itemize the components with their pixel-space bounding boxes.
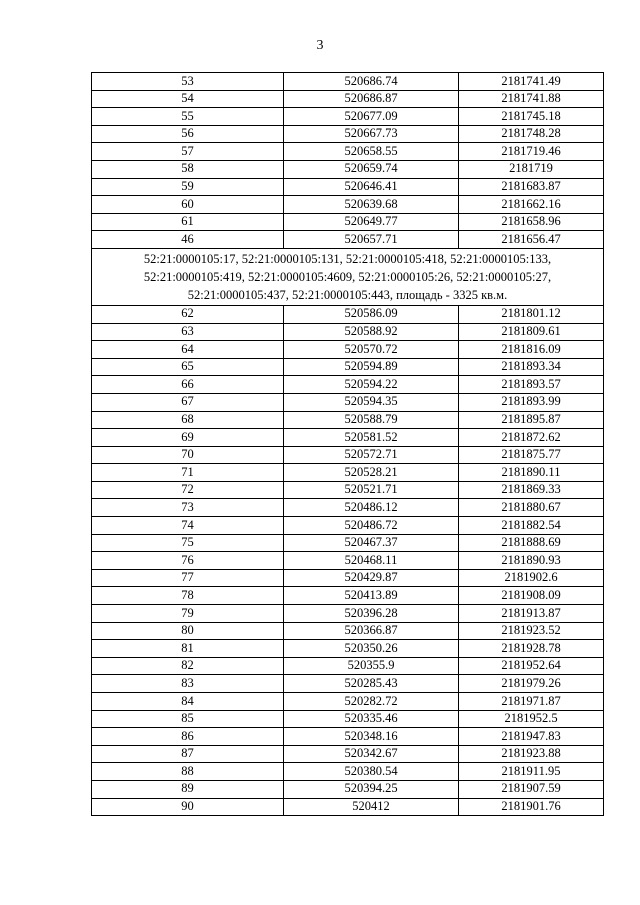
point-number-cell: 69 xyxy=(92,429,284,447)
point-number-cell: 78 xyxy=(92,587,284,605)
x-coordinate-cell: 520658.55 xyxy=(284,143,459,161)
x-coordinate-cell: 520335.46 xyxy=(284,710,459,728)
x-coordinate-cell: 520486.12 xyxy=(284,499,459,517)
table-row xyxy=(92,446,604,464)
table-row xyxy=(92,605,604,623)
point-number-cell: 86 xyxy=(92,728,284,746)
x-coordinate-cell: 520657.71 xyxy=(284,231,459,249)
table-row xyxy=(92,376,604,394)
point-number-cell: 66 xyxy=(92,376,284,394)
y-coordinate-cell: 2181979.26 xyxy=(459,675,604,693)
table-row xyxy=(92,411,604,429)
section-note-group xyxy=(92,248,604,305)
table-row xyxy=(92,160,604,178)
table-row xyxy=(92,323,604,341)
x-coordinate-cell: 520412 xyxy=(284,798,459,816)
x-coordinate-cell: 520342.67 xyxy=(284,745,459,763)
y-coordinate-cell: 2181745.18 xyxy=(459,108,604,126)
table-row xyxy=(92,640,604,658)
x-coordinate-cell: 520649.77 xyxy=(284,213,459,231)
table-row xyxy=(92,178,604,196)
y-coordinate-cell: 2181683.87 xyxy=(459,178,604,196)
y-coordinate-cell: 2181908.09 xyxy=(459,587,604,605)
table-row xyxy=(92,213,604,231)
table-row xyxy=(92,622,604,640)
point-number-cell: 83 xyxy=(92,675,284,693)
table-row xyxy=(92,763,604,781)
point-number-cell: 53 xyxy=(92,73,284,91)
x-coordinate-cell: 520586.09 xyxy=(284,305,459,323)
point-number-cell: 57 xyxy=(92,143,284,161)
x-coordinate-cell: 520380.54 xyxy=(284,763,459,781)
y-coordinate-cell: 2181869.33 xyxy=(459,481,604,499)
y-coordinate-cell: 2181658.96 xyxy=(459,213,604,231)
x-coordinate-cell: 520429.87 xyxy=(284,569,459,587)
cadastral-numbers-note: 52:21:0000105:17, 52:21:0000105:131, 52:21:0000105:418, 52:21:0000105:133, 52:21:0000105:419, 52:21:0000105:4609, 52:21:0000105:26, 52:21:0000105:27, 52:21:0000105:437, 52:21:0000105:443, площадь - 3325 кв.м. xyxy=(92,248,604,305)
y-coordinate-cell: 2181952.5 xyxy=(459,710,604,728)
y-coordinate-cell: 2181748.28 xyxy=(459,125,604,143)
table-row xyxy=(92,73,604,91)
y-coordinate-cell: 2181923.52 xyxy=(459,622,604,640)
x-coordinate-cell: 520639.68 xyxy=(284,196,459,214)
point-number-cell: 77 xyxy=(92,569,284,587)
table-row xyxy=(92,143,604,161)
x-coordinate-cell: 520594.89 xyxy=(284,358,459,376)
x-coordinate-cell: 520572.71 xyxy=(284,446,459,464)
point-number-cell: 70 xyxy=(92,446,284,464)
x-coordinate-cell: 520686.87 xyxy=(284,90,459,108)
table-row xyxy=(92,358,604,376)
x-coordinate-cell: 520659.74 xyxy=(284,160,459,178)
y-coordinate-cell: 2181923.88 xyxy=(459,745,604,763)
y-coordinate-cell: 2181893.99 xyxy=(459,393,604,411)
x-coordinate-cell: 520285.43 xyxy=(284,675,459,693)
table-row xyxy=(92,534,604,552)
table-row xyxy=(92,231,604,249)
y-coordinate-cell: 2181882.54 xyxy=(459,517,604,535)
point-number-cell: 73 xyxy=(92,499,284,517)
point-number-cell: 61 xyxy=(92,213,284,231)
y-coordinate-cell: 2181895.87 xyxy=(459,411,604,429)
table-row xyxy=(92,125,604,143)
point-number-cell: 75 xyxy=(92,534,284,552)
y-coordinate-cell: 2181952.64 xyxy=(459,657,604,675)
coordinates-table xyxy=(91,72,604,816)
y-coordinate-cell: 2181890.93 xyxy=(459,552,604,570)
x-coordinate-cell: 520366.87 xyxy=(284,622,459,640)
x-coordinate-cell: 520282.72 xyxy=(284,693,459,711)
point-number-cell: 55 xyxy=(92,108,284,126)
table-row xyxy=(92,429,604,447)
y-coordinate-cell: 2181741.88 xyxy=(459,90,604,108)
x-coordinate-cell: 520570.72 xyxy=(284,341,459,359)
y-coordinate-cell: 2181719 xyxy=(459,160,604,178)
table-row xyxy=(92,675,604,693)
y-coordinate-cell: 2181901.76 xyxy=(459,798,604,816)
y-coordinate-cell: 2181872.62 xyxy=(459,429,604,447)
y-coordinate-cell: 2181928.78 xyxy=(459,640,604,658)
point-number-cell: 80 xyxy=(92,622,284,640)
x-coordinate-cell: 520581.52 xyxy=(284,429,459,447)
point-number-cell: 67 xyxy=(92,393,284,411)
point-number-cell: 63 xyxy=(92,323,284,341)
y-coordinate-cell: 2181947.83 xyxy=(459,728,604,746)
point-number-cell: 90 xyxy=(92,798,284,816)
x-coordinate-cell: 520594.22 xyxy=(284,376,459,394)
table-row xyxy=(92,798,604,816)
table-row xyxy=(92,657,604,675)
y-coordinate-cell: 2181971.87 xyxy=(459,693,604,711)
point-number-cell: 88 xyxy=(92,763,284,781)
x-coordinate-cell: 520677.09 xyxy=(284,108,459,126)
point-number-cell: 89 xyxy=(92,780,284,798)
point-number-cell: 84 xyxy=(92,693,284,711)
x-coordinate-cell: 520486.72 xyxy=(284,517,459,535)
x-coordinate-cell: 520588.92 xyxy=(284,323,459,341)
x-coordinate-cell: 520646.41 xyxy=(284,178,459,196)
table-row xyxy=(92,341,604,359)
point-number-cell: 56 xyxy=(92,125,284,143)
y-coordinate-cell: 2181662.16 xyxy=(459,196,604,214)
table-row xyxy=(92,569,604,587)
point-number-cell: 59 xyxy=(92,178,284,196)
coordinates-group-1 xyxy=(92,73,604,249)
point-number-cell: 76 xyxy=(92,552,284,570)
point-number-cell: 65 xyxy=(92,358,284,376)
y-coordinate-cell: 2181893.57 xyxy=(459,376,604,394)
point-number-cell: 54 xyxy=(92,90,284,108)
point-number-cell: 87 xyxy=(92,745,284,763)
table-row xyxy=(92,393,604,411)
x-coordinate-cell: 520686.74 xyxy=(284,73,459,91)
x-coordinate-cell: 520467.37 xyxy=(284,534,459,552)
table-row xyxy=(92,587,604,605)
x-coordinate-cell: 520396.28 xyxy=(284,605,459,623)
y-coordinate-cell: 2181913.87 xyxy=(459,605,604,623)
x-coordinate-cell: 520594.35 xyxy=(284,393,459,411)
table-row xyxy=(92,108,604,126)
table-row xyxy=(92,745,604,763)
x-coordinate-cell: 520588.79 xyxy=(284,411,459,429)
table-row xyxy=(92,552,604,570)
y-coordinate-cell: 2181880.67 xyxy=(459,499,604,517)
table-row xyxy=(92,499,604,517)
point-number-cell: 74 xyxy=(92,517,284,535)
y-coordinate-cell: 2181890.11 xyxy=(459,464,604,482)
page-number: 3 xyxy=(316,38,324,53)
point-number-cell: 62 xyxy=(92,305,284,323)
x-coordinate-cell: 520528.21 xyxy=(284,464,459,482)
table-row xyxy=(92,780,604,798)
point-number-cell: 85 xyxy=(92,710,284,728)
y-coordinate-cell: 2181888.69 xyxy=(459,534,604,552)
table-row xyxy=(92,196,604,214)
point-number-cell: 82 xyxy=(92,657,284,675)
point-number-cell: 68 xyxy=(92,411,284,429)
point-number-cell: 81 xyxy=(92,640,284,658)
y-coordinate-cell: 2181801.12 xyxy=(459,305,604,323)
x-coordinate-cell: 520413.89 xyxy=(284,587,459,605)
x-coordinate-cell: 520667.73 xyxy=(284,125,459,143)
x-coordinate-cell: 520521.71 xyxy=(284,481,459,499)
point-number-cell: 79 xyxy=(92,605,284,623)
x-coordinate-cell: 520355.9 xyxy=(284,657,459,675)
point-number-cell: 71 xyxy=(92,464,284,482)
table-row xyxy=(92,710,604,728)
y-coordinate-cell: 2181875.77 xyxy=(459,446,604,464)
x-coordinate-cell: 520348.16 xyxy=(284,728,459,746)
point-number-cell: 58 xyxy=(92,160,284,178)
table-row xyxy=(92,481,604,499)
table-row xyxy=(92,693,604,711)
y-coordinate-cell: 2181741.49 xyxy=(459,73,604,91)
point-number-cell: 64 xyxy=(92,341,284,359)
y-coordinate-cell: 2181907.59 xyxy=(459,780,604,798)
table-row xyxy=(92,90,604,108)
x-coordinate-cell: 520394.25 xyxy=(284,780,459,798)
y-coordinate-cell: 2181816.09 xyxy=(459,341,604,359)
point-number-cell: 60 xyxy=(92,196,284,214)
table-row xyxy=(92,464,604,482)
y-coordinate-cell: 2181719.46 xyxy=(459,143,604,161)
section-note-row xyxy=(92,248,604,305)
y-coordinate-cell: 2181902.6 xyxy=(459,569,604,587)
x-coordinate-cell: 520468.11 xyxy=(284,552,459,570)
table-row xyxy=(92,728,604,746)
x-coordinate-cell: 520350.26 xyxy=(284,640,459,658)
point-number-cell: 46 xyxy=(92,231,284,249)
y-coordinate-cell: 2181656.47 xyxy=(459,231,604,249)
table-row xyxy=(92,517,604,535)
y-coordinate-cell: 2181911.95 xyxy=(459,763,604,781)
coordinates-group-2 xyxy=(92,305,604,815)
table-row xyxy=(92,305,604,323)
y-coordinate-cell: 2181893.34 xyxy=(459,358,604,376)
point-number-cell: 72 xyxy=(92,481,284,499)
y-coordinate-cell: 2181809.61 xyxy=(459,323,604,341)
